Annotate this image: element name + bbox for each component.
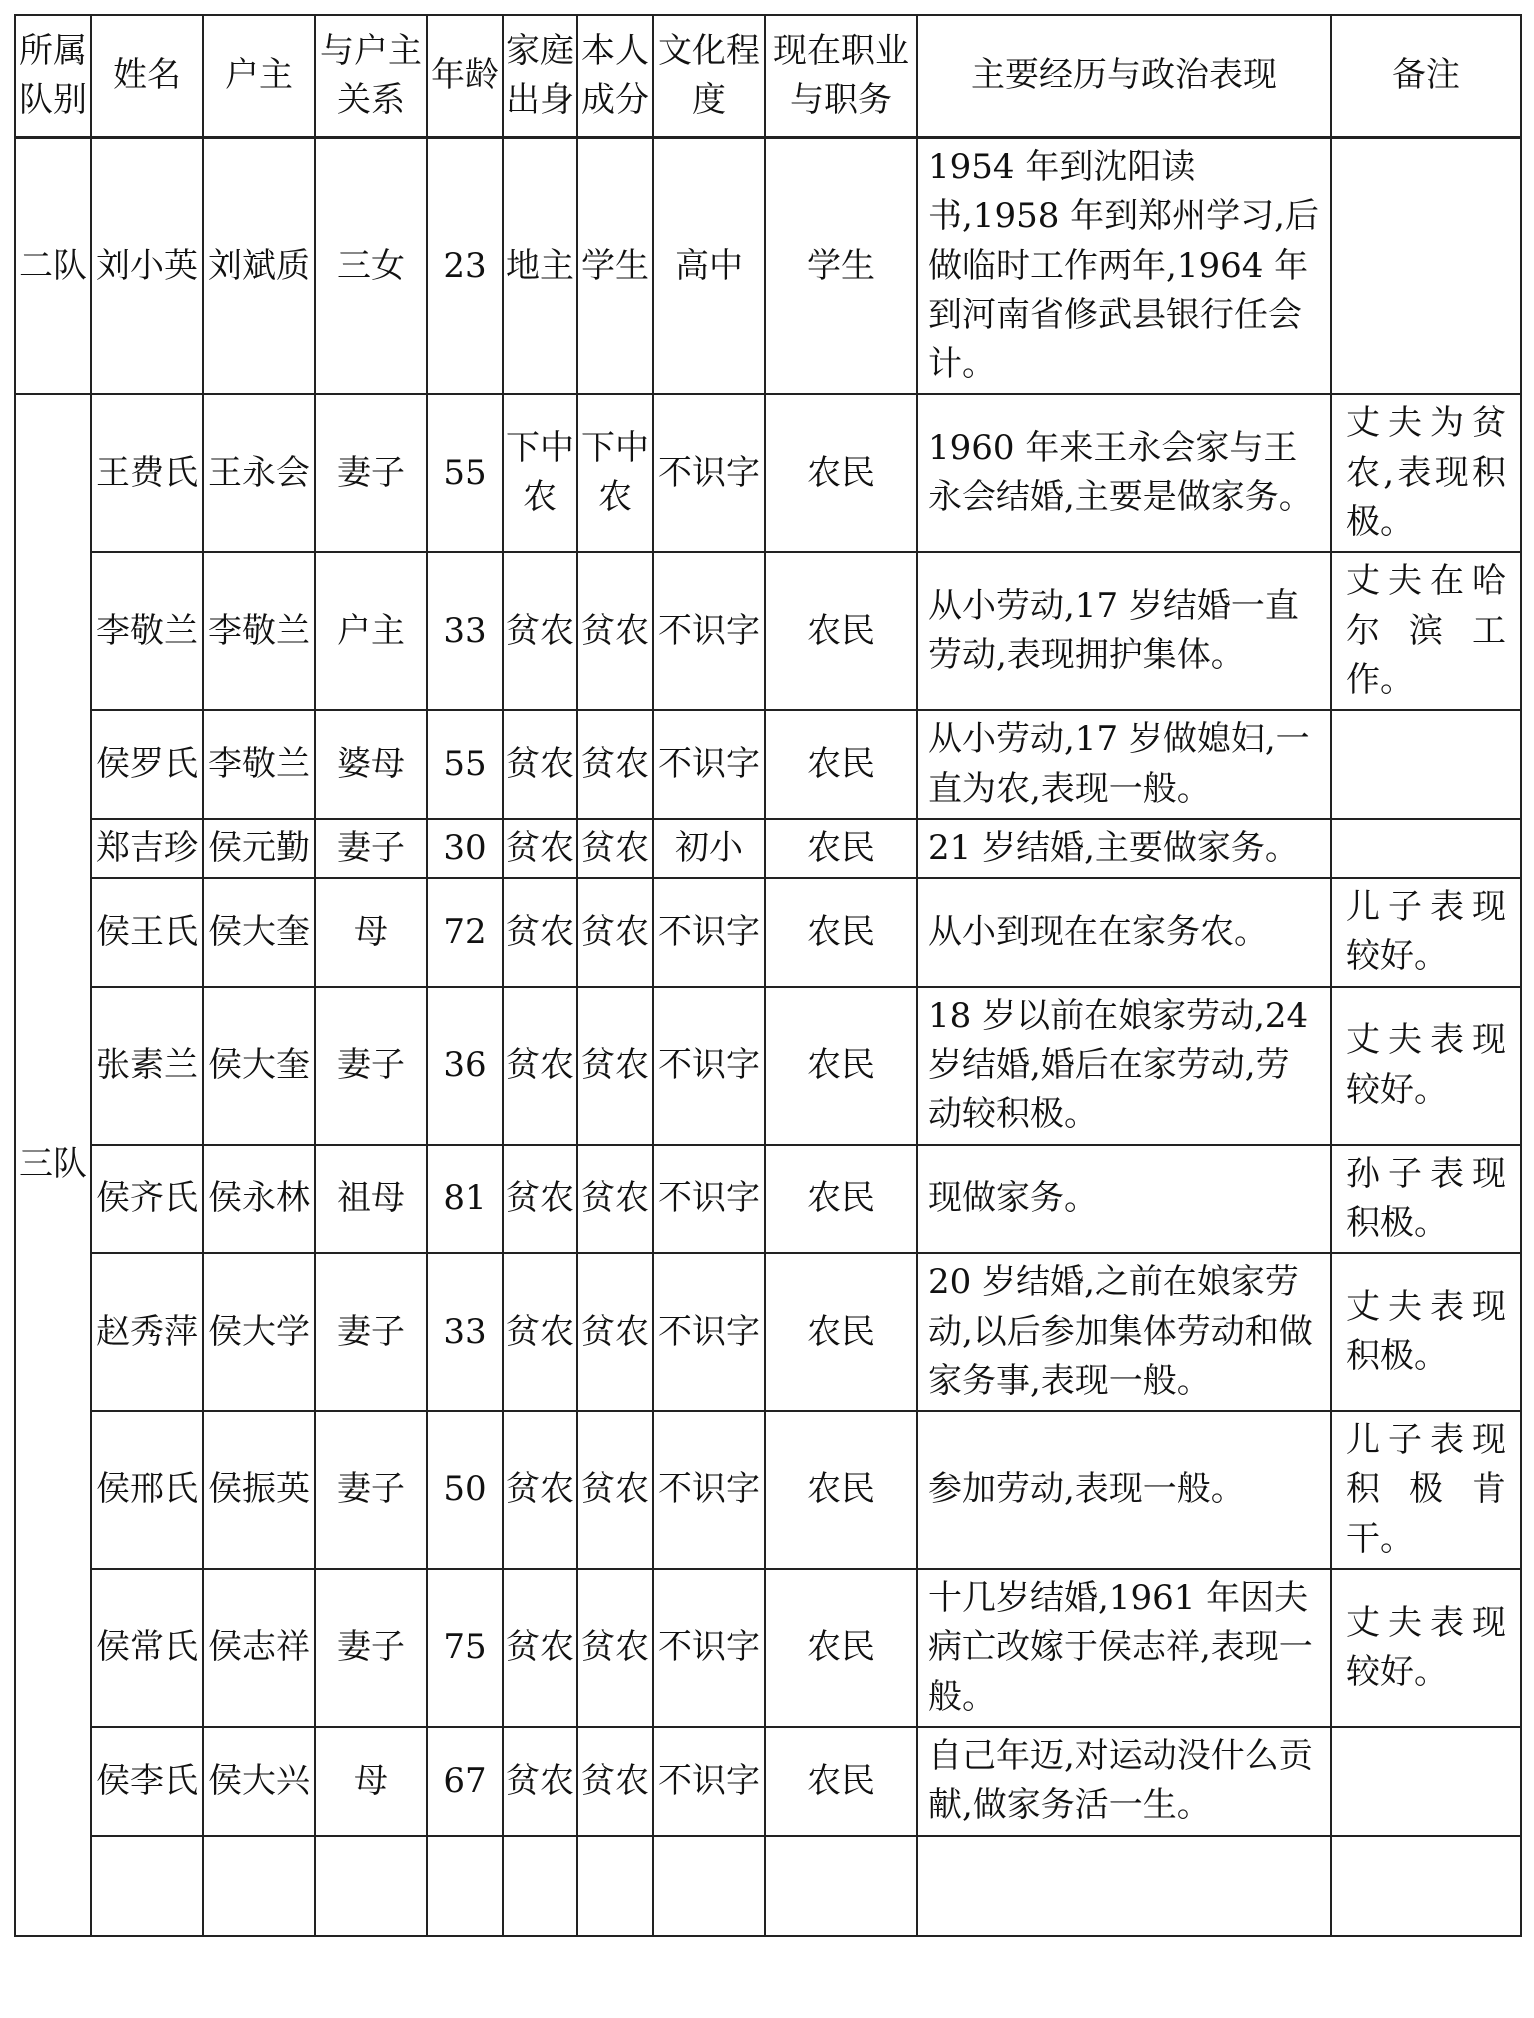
cell-education: 不识字 (653, 552, 765, 710)
cell-relation: 母 (315, 1727, 427, 1836)
cell-education: 不识字 (653, 1727, 765, 1836)
cell-household-head: 李敬兰 (203, 710, 315, 819)
table-row (15, 552, 1521, 710)
cell-relation: 妻子 (315, 1411, 427, 1569)
cell-team: 三队 (15, 394, 91, 1935)
header-name: 姓名 (91, 15, 203, 138)
cell-remarks: 孙子表现积极。 (1331, 1145, 1521, 1254)
header-personal-status: 本人成分 (577, 15, 653, 138)
cell-age: 30 (427, 819, 503, 878)
cell-relation: 户主 (315, 552, 427, 710)
cell-education: 不识字 (653, 394, 765, 552)
cell-relation: 妻子 (315, 987, 427, 1145)
cell-personal-status: 贫农 (577, 1411, 653, 1569)
header-family-origin: 家庭出身 (503, 15, 577, 138)
cell-personal-status: 下中农 (577, 394, 653, 552)
header-age: 年龄 (427, 15, 503, 138)
cell-family-origin: 贫农 (503, 1569, 577, 1727)
cell-history: 从小劳动,17 岁做媳妇,一直为农,表现一般。 (917, 710, 1331, 819)
cell-household-head: 李敬兰 (203, 552, 315, 710)
cell-name: 张素兰 (91, 987, 203, 1145)
cell-history: 18 岁以前在娘家劳动,24 岁结婚,婚后在家劳动,劳动较积极。 (917, 987, 1331, 1145)
cell-history (917, 1836, 1331, 1936)
cell-occupation: 农民 (765, 819, 917, 878)
cell-family-origin (503, 1836, 577, 1936)
cell-education: 不识字 (653, 1411, 765, 1569)
cell-name: 侯常氏 (91, 1569, 203, 1727)
cell-relation: 婆母 (315, 710, 427, 819)
table-row (15, 1569, 1521, 1727)
cell-relation: 祖母 (315, 1145, 427, 1254)
cell-family-origin: 贫农 (503, 1253, 577, 1411)
cell-history: 自己年迈,对运动没什么贡献,做家务活一生。 (917, 1727, 1331, 1836)
cell-name: 侯王氏 (91, 878, 203, 987)
table-row (15, 710, 1521, 819)
cell-remarks (1331, 138, 1521, 395)
cell-name: 赵秀萍 (91, 1253, 203, 1411)
header-occupation: 现在职业与职务 (765, 15, 917, 138)
cell-family-origin: 贫农 (503, 819, 577, 878)
cell-name: 侯李氏 (91, 1727, 203, 1836)
cell-education: 初小 (653, 819, 765, 878)
cell-occupation: 农民 (765, 878, 917, 987)
cell-household-head: 王永会 (203, 394, 315, 552)
cell-household-head: 侯志祥 (203, 1569, 315, 1727)
cell-personal-status (577, 1836, 653, 1936)
table-row (15, 987, 1521, 1145)
cell-education (653, 1836, 765, 1936)
cell-family-origin: 地主 (503, 138, 577, 395)
table-row (15, 1253, 1521, 1411)
cell-occupation: 农民 (765, 1253, 917, 1411)
table-row (15, 138, 1521, 395)
cell-personal-status: 学生 (577, 138, 653, 395)
cell-age: 50 (427, 1411, 503, 1569)
cell-occupation: 农民 (765, 1727, 917, 1836)
cell-history: 1960 年来王永会家与王永会结婚,主要是做家务。 (917, 394, 1331, 552)
cell-household-head: 刘斌质 (203, 138, 315, 395)
cell-family-origin: 贫农 (503, 878, 577, 987)
cell-remarks: 丈夫表现积极。 (1331, 1253, 1521, 1411)
cell-household-head: 侯大奎 (203, 987, 315, 1145)
header-remarks: 备注 (1331, 15, 1521, 138)
cell-remarks: 丈夫表现较好。 (1331, 987, 1521, 1145)
table-body (15, 138, 1521, 1936)
cell-household-head: 侯大奎 (203, 878, 315, 987)
cell-remarks: 儿子表现积极肯干。 (1331, 1411, 1521, 1569)
cell-age: 75 (427, 1569, 503, 1727)
cell-age: 67 (427, 1727, 503, 1836)
cell-personal-status: 贫农 (577, 1145, 653, 1254)
cell-remarks (1331, 1727, 1521, 1836)
cell-name: 侯罗氏 (91, 710, 203, 819)
cell-education: 不识字 (653, 1569, 765, 1727)
cell-personal-status: 贫农 (577, 1253, 653, 1411)
cell-age: 33 (427, 552, 503, 710)
table-row (15, 878, 1521, 987)
cell-relation: 妻子 (315, 1253, 427, 1411)
cell-occupation: 农民 (765, 552, 917, 710)
cell-education: 不识字 (653, 987, 765, 1145)
cell-family-origin: 贫农 (503, 710, 577, 819)
cell-education: 高中 (653, 138, 765, 395)
cell-family-origin: 贫农 (503, 1411, 577, 1569)
cell-personal-status: 贫农 (577, 987, 653, 1145)
table-row (15, 819, 1521, 878)
cell-remarks: 丈夫为贫农,表现积极。 (1331, 394, 1521, 552)
header-household-head: 户主 (203, 15, 315, 138)
cell-remarks: 丈夫在哈尔滨工作。 (1331, 552, 1521, 710)
cell-education: 不识字 (653, 1145, 765, 1254)
cell-history: 十几岁结婚,1961 年因夫病亡改嫁于侯志祥,表现一般。 (917, 1569, 1331, 1727)
cell-name: 侯邢氏 (91, 1411, 203, 1569)
cell-family-origin: 下中农 (503, 394, 577, 552)
cell-remarks (1331, 710, 1521, 819)
cell-occupation (765, 1836, 917, 1936)
cell-team: 二队 (15, 138, 91, 395)
cell-name: 刘小英 (91, 138, 203, 395)
cell-history: 从小劳动,17 岁结婚一直劳动,表现拥护集体。 (917, 552, 1331, 710)
cell-relation: 妻子 (315, 1569, 427, 1727)
cell-relation (315, 1836, 427, 1936)
cell-age (427, 1836, 503, 1936)
cell-history: 现做家务。 (917, 1145, 1331, 1254)
cell-history: 20 岁结婚,之前在娘家劳动,以后参加集体劳动和做家务事,表现一般。 (917, 1253, 1331, 1411)
cell-personal-status: 贫农 (577, 1569, 653, 1727)
cell-relation: 妻子 (315, 819, 427, 878)
cell-history: 参加劳动,表现一般。 (917, 1411, 1331, 1569)
cell-household-head: 侯永林 (203, 1145, 315, 1254)
cell-family-origin: 贫农 (503, 552, 577, 710)
cell-education: 不识字 (653, 878, 765, 987)
cell-age: 23 (427, 138, 503, 395)
cell-occupation: 学生 (765, 138, 917, 395)
cell-occupation: 农民 (765, 1145, 917, 1254)
cell-remarks (1331, 819, 1521, 878)
cell-remarks: 儿子表现较好。 (1331, 878, 1521, 987)
cell-relation: 妻子 (315, 394, 427, 552)
cell-family-origin: 贫农 (503, 1145, 577, 1254)
cell-name: 侯齐氏 (91, 1145, 203, 1254)
cell-name: 郑吉珍 (91, 819, 203, 878)
cell-household-head: 侯振英 (203, 1411, 315, 1569)
cell-occupation: 农民 (765, 1569, 917, 1727)
table-row (15, 1836, 1521, 1936)
cell-relation: 母 (315, 878, 427, 987)
cell-personal-status: 贫农 (577, 710, 653, 819)
cell-age: 36 (427, 987, 503, 1145)
header-team: 所属队别 (15, 15, 91, 138)
cell-occupation: 农民 (765, 987, 917, 1145)
cell-history: 从小到现在在家务农。 (917, 878, 1331, 987)
cell-age: 33 (427, 1253, 503, 1411)
cell-remarks: 丈夫表现较好。 (1331, 1569, 1521, 1727)
cell-personal-status: 贫农 (577, 552, 653, 710)
cell-remarks (1331, 1836, 1521, 1936)
cell-history: 21 岁结婚,主要做家务。 (917, 819, 1331, 878)
cell-name: 王费氏 (91, 394, 203, 552)
table-row (15, 394, 1521, 552)
cell-occupation: 农民 (765, 394, 917, 552)
cell-personal-status: 贫农 (577, 878, 653, 987)
cell-household-head (203, 1836, 315, 1936)
cell-family-origin: 贫农 (503, 987, 577, 1145)
header-education: 文化程度 (653, 15, 765, 138)
cell-history: 1954 年到沈阳读书,1958 年到郑州学习,后做临时工作两年,1964 年到河南省修武县银行任会计。 (917, 138, 1331, 395)
header-row (15, 15, 1521, 138)
cell-personal-status: 贫农 (577, 1727, 653, 1836)
table-row (15, 1727, 1521, 1836)
cell-household-head: 侯大兴 (203, 1727, 315, 1836)
household-register-table (14, 14, 1522, 1937)
header-relation: 与户主关系 (315, 15, 427, 138)
table-row (15, 1145, 1521, 1254)
cell-education: 不识字 (653, 710, 765, 819)
table-row (15, 1411, 1521, 1569)
header-history: 主要经历与政治表现 (917, 15, 1331, 138)
cell-age: 55 (427, 394, 503, 552)
cell-household-head: 侯元勤 (203, 819, 315, 878)
cell-name (91, 1836, 203, 1936)
cell-occupation: 农民 (765, 710, 917, 819)
cell-age: 55 (427, 710, 503, 819)
cell-age: 81 (427, 1145, 503, 1254)
cell-family-origin: 贫农 (503, 1727, 577, 1836)
cell-relation: 三女 (315, 138, 427, 395)
cell-age: 72 (427, 878, 503, 987)
cell-education: 不识字 (653, 1253, 765, 1411)
cell-occupation: 农民 (765, 1411, 917, 1569)
cell-name: 李敬兰 (91, 552, 203, 710)
cell-personal-status: 贫农 (577, 819, 653, 878)
cell-household-head: 侯大学 (203, 1253, 315, 1411)
